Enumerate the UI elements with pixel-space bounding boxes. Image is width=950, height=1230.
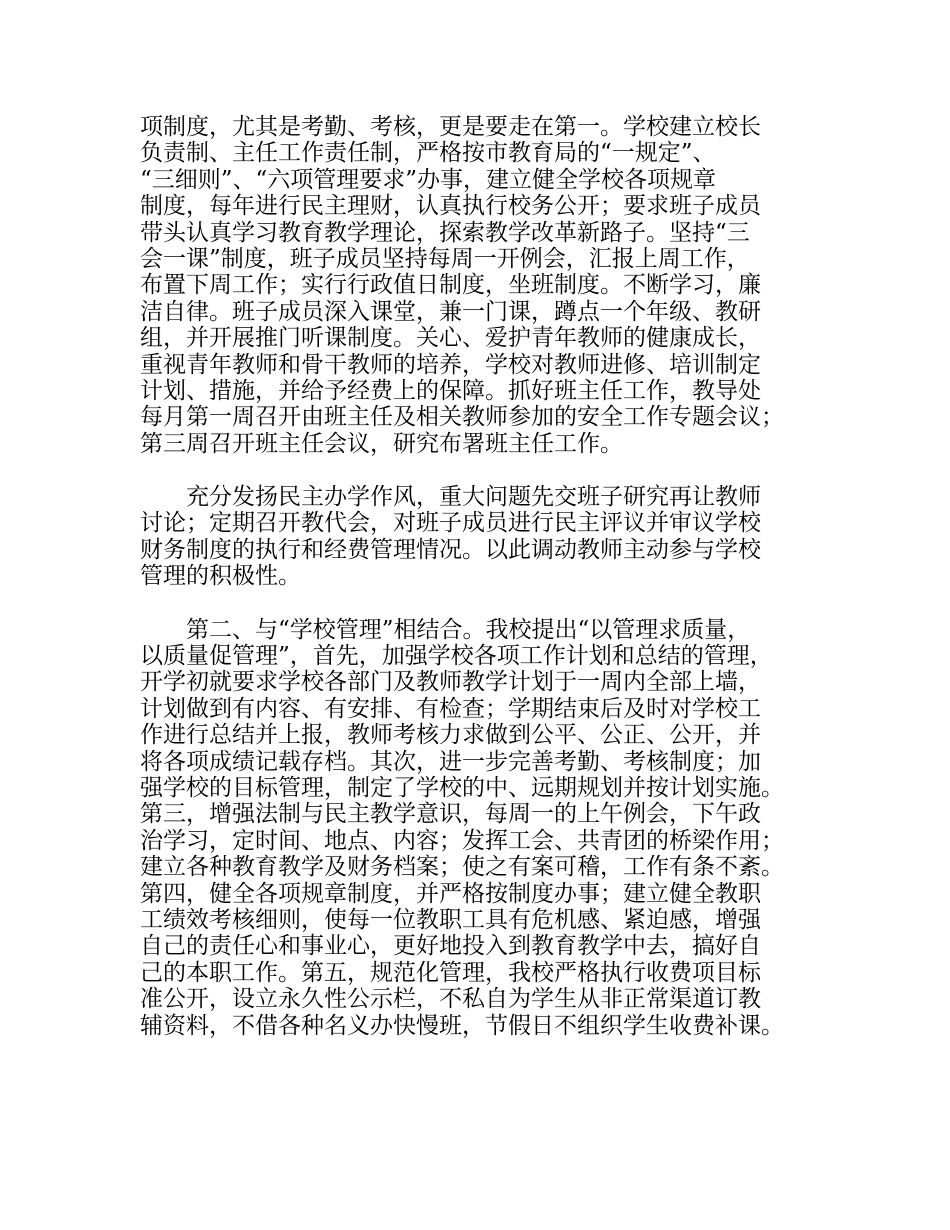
text-line: 负责制、主任工作责任制，严格按市教育局的“一规定”、	[140, 140, 716, 167]
text-line: 将各项成绩记载存档。其次，进一步完善考勤、考核制度；加	[140, 748, 761, 775]
text-line: 治学习，定时间、地点、内容；发挥工会、共青团的桥梁作用；	[140, 827, 784, 854]
text-line: 开学初就要求学校各部门及教师教学计划于一周内全部上墙，	[140, 669, 761, 696]
text-line: 第四，健全各项规章制度，并严格按制度办事；建立健全教职	[140, 880, 761, 907]
text-line: 辅资料，不借各种名义办快慢班，节假日不组织学生收费补课。	[140, 1012, 784, 1039]
text-line: 第三，增强法制与民主教学意识，每周一的上午例会，下午政	[140, 801, 761, 828]
text-line: 组，并开展推门听课制度。关心、爱护青年教师的健康成长，	[140, 325, 761, 352]
text-line: 建立各种教育教学及财务档案；使之有案可稽，工作有条不紊。	[140, 854, 784, 881]
text-line: 会一课”制度，班子成员坚持每周一开例会，汇报上周工作，	[140, 245, 750, 272]
text-line: 洁自律。班子成员深入课堂，兼一门课，蹲点一个年级、教研	[140, 298, 761, 325]
text-line: 强学校的目标管理，制定了学校的中、远期规划并按计划实施。	[140, 774, 784, 801]
text-line: 第二、与“学校管理”相结合。我校提出“以管理求质量，	[140, 616, 751, 643]
text-line: “三细则”、“六项管理要求”办事，建立健全学校各项规章	[140, 166, 717, 193]
text-line: 布置下周工作；实行行政值日制度，坐班制度。不断学习，廉	[140, 272, 761, 299]
text-line: 讨论；定期召开教代会，对班子成员进行民主评议并审议学校	[140, 510, 761, 537]
text-line: 制度，每年进行民主理财，认真执行校务公开；要求班子成员	[140, 193, 761, 220]
text-line: 重视青年教师和骨干教师的培养，学校对教师进修、培训制定	[140, 351, 761, 378]
text-line: 管理的积极性。	[140, 563, 301, 590]
text-line: 准公开，设立永久性公示栏，不私自为学生从非正常渠道订教	[140, 986, 761, 1013]
text-line: 第三周召开班主任会议，研究布署班主任工作。	[140, 430, 623, 457]
text-line: 工绩效考核细则，使每一位教职工具有危机感、紧迫感，增强	[140, 906, 761, 933]
text-line: 以质量促管理”，首先，加强学校各项工作计划和总结的管理，	[140, 643, 773, 670]
document-body	[140, 114, 825, 1039]
text-line: 项制度，尤其是考勤、考核，更是要走在第一。学校建立校长	[140, 114, 761, 140]
text-line: 计划、措施，并给予经费上的保障。抓好班主任工作，教导处	[140, 377, 761, 404]
text-line: 每月第一周召开由班主任及相关教师参加的安全工作专题会议；	[140, 404, 784, 431]
text-line: 带头认真学习教育教学理论，探索教学改革新路子。坚持“三	[140, 219, 750, 246]
text-line: 作进行总结并上报，教师考核力求做到公平、公正、公开，并	[140, 722, 761, 749]
paragraph-1	[140, 114, 825, 457]
text-line: 财务制度的执行和经费管理情况。以此调动教师主动参与学校	[140, 536, 761, 563]
paragraph-3	[140, 617, 825, 1039]
text-line: 己的本职工作。第五，规范化管理，我校严格执行收费项目标	[140, 959, 761, 986]
text-line: 计划做到有内容、有安排、有检查；学期结束后及时对学校工	[140, 695, 761, 722]
text-line: 自己的责任心和事业心，更好地投入到教育教学中去，搞好自	[140, 933, 761, 960]
paragraph-2	[140, 484, 825, 590]
text-line: 充分发扬民主办学作风，重大问题先交班子研究再让教师	[140, 484, 761, 511]
